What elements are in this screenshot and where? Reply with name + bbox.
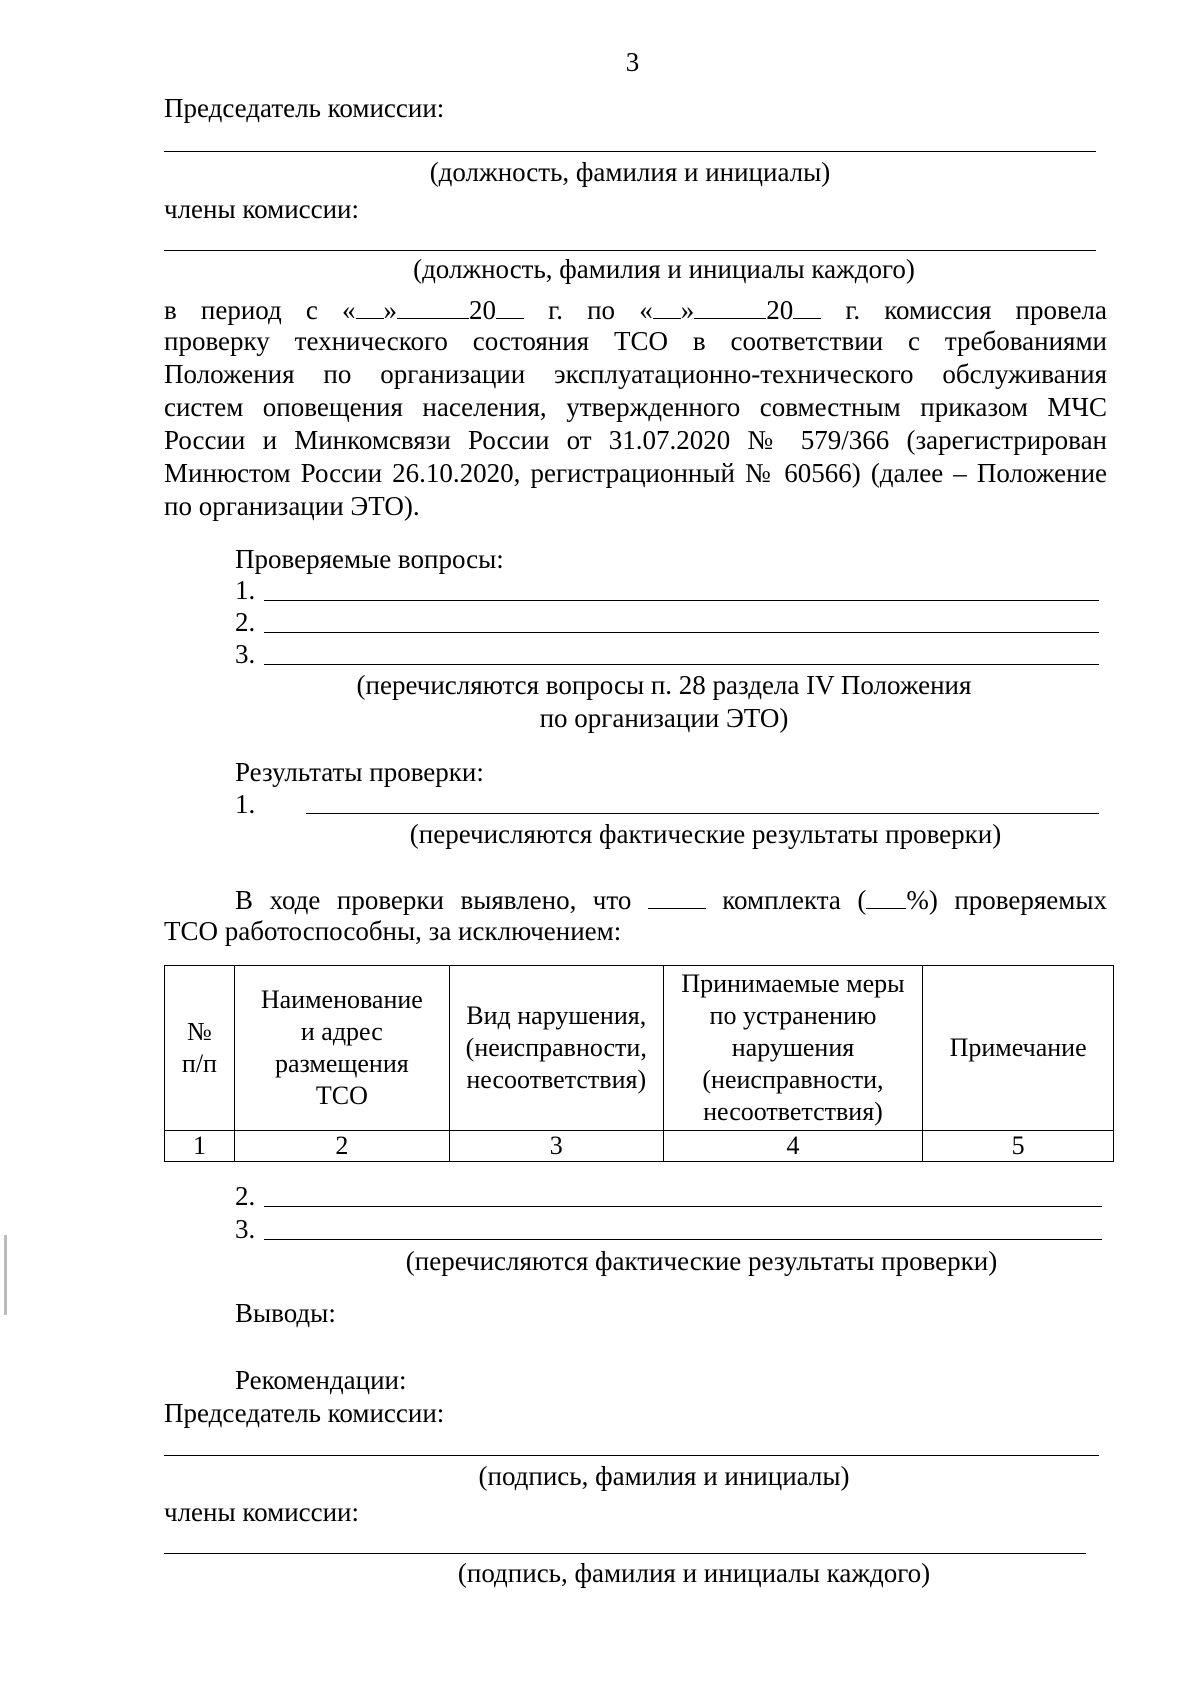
intro-line-1 [164, 292, 1107, 327]
question-3-number: 3. [235, 639, 256, 669]
finding-c: %) проверяемых [906, 885, 1107, 915]
intro-line-4: систем оповещения населения, утвержденного совместным приказом МЧС [164, 392, 1107, 422]
footer-chairman-caption: (подпись, фамилия и инициалы) [478, 1461, 850, 1491]
quantity-blank [648, 882, 706, 909]
year-blank-1 [496, 292, 524, 319]
result-2-number: 2. [235, 1181, 256, 1211]
results-caption: (перечисляются фактические результаты проверки) [409, 819, 1002, 849]
table-cell: 3 [449, 1131, 663, 1162]
footer-chairman-line [164, 1455, 1099, 1456]
intro-suffix: г. комиссия провела [845, 295, 1108, 325]
intro-year-1: 20 [469, 295, 497, 325]
table-cell: 4 [663, 1131, 923, 1162]
question-1-number: 1. [235, 575, 256, 605]
result-1-line [306, 813, 1099, 814]
result-2-line [264, 1206, 1102, 1207]
questions-caption-2: по организации ЭТО) [539, 703, 789, 733]
footer-members-label: члены комиссии: [164, 1497, 360, 1527]
col-name-address-header: Наименование и адрес размещения ТСО [234, 966, 449, 1131]
table-cell: 5 [923, 1131, 1114, 1162]
result-3-number: 3. [235, 1214, 256, 1244]
intro-line-7: по организации ЭТО). [164, 491, 420, 521]
chairman-caption: (должность, фамилия и инициалы) [429, 157, 831, 187]
chairman-label: Председатель комиссии: [164, 93, 445, 123]
question-2-number: 2. [235, 607, 256, 637]
footer-members-caption: (подпись, фамилия и инициалы каждого) [457, 1558, 931, 1588]
intro-line-6: Минюстом России 26.10.2020, регистрационный № 60566) (далее – Положение [164, 458, 1107, 488]
recommendations-label: Рекомендации: [235, 1365, 407, 1395]
finding-b: комплекта ( [722, 885, 867, 915]
intro-quote-1: » [383, 295, 398, 325]
intro-line-3: Положения по организации эксплуатационно-технического обслуживания [164, 359, 1107, 389]
result-1-number: 1. [235, 789, 256, 819]
violations-table [164, 965, 1114, 1162]
day-blank-2 [653, 292, 681, 319]
questions-title: Проверяемые вопросы: [235, 544, 504, 574]
col-note-header: Примечание [923, 966, 1114, 1131]
col-measures-header: Принимаемые меры по устранению нарушения (неисправности, несоответствия) [663, 966, 923, 1131]
question-2-line [264, 632, 1099, 633]
footer-chairman-label: Председатель комиссии: [164, 1398, 445, 1428]
table-header-row [165, 966, 1114, 1131]
finding-line-1 [235, 882, 1107, 917]
questions-caption-1: (перечисляются вопросы п. 28 раздела IV Положения [356, 670, 972, 700]
members-caption: (должность, фамилия и инициалы каждого) [413, 254, 915, 284]
table-cell: 2 [234, 1131, 449, 1162]
results-title: Результаты проверки: [235, 757, 484, 787]
question-1-line [264, 600, 1099, 601]
table-cell: 1 [165, 1131, 235, 1162]
scan-edge-mark [4, 1235, 7, 1315]
question-3-line [264, 664, 1099, 665]
finding-a: В ходе проверки выявлено, что [235, 885, 632, 915]
intro-prefix: в период с « [164, 295, 356, 325]
month-blank-2 [694, 292, 766, 319]
col-violation-type-header: Вид нарушения, (неисправности, несоответствия) [449, 966, 663, 1131]
conclusions-label: Выводы: [235, 1298, 336, 1328]
month-blank-1 [397, 292, 469, 319]
percent-blank [866, 882, 906, 909]
result-3-line [264, 1239, 1102, 1240]
chairman-signature-line [164, 151, 1096, 152]
year-blank-2 [793, 292, 821, 319]
intro-year-2: 20 [766, 295, 794, 325]
members-label: члены комиссии: [164, 194, 360, 224]
page-number: 3 [625, 47, 640, 77]
footer-members-line [164, 1553, 1086, 1554]
day-blank-1 [356, 292, 384, 319]
results-more-caption: (перечисляются фактические результаты проверки) [405, 1246, 998, 1276]
intro-line-5: России и Минкомсвязи России от 31.07.2020 № 579/366 (зарегистрирован [164, 425, 1107, 455]
members-signature-line [164, 250, 1096, 251]
col-number-header: № п/п [165, 966, 235, 1131]
table-row [165, 1131, 1114, 1162]
intro-line-2: проверку технического состояния ТСО в соответствии с требованиями [164, 326, 1107, 356]
finding-line-2: ТСО работоспособны, за исключением: [164, 916, 622, 946]
intro-quote-2: » [680, 295, 695, 325]
intro-mid: г. по « [548, 295, 653, 325]
